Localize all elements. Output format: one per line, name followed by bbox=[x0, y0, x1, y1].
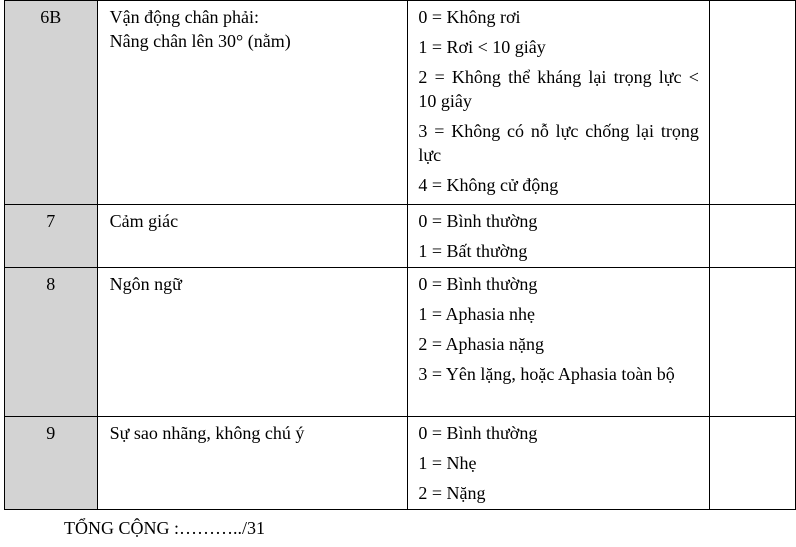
score-option: 0 = Bình thường bbox=[418, 423, 538, 443]
item-number: 7 bbox=[46, 211, 56, 231]
item-name-cell bbox=[97, 268, 408, 417]
score-option: 1 = Bất thường bbox=[418, 241, 528, 261]
item-name-line: Cảm giác bbox=[109, 211, 179, 231]
options-cell bbox=[408, 268, 709, 417]
total-score-line: TỔNG CỘNG :………../31 bbox=[64, 518, 265, 538]
item-number: 6B bbox=[40, 7, 62, 27]
score-option: 0 = Bình thường bbox=[418, 211, 538, 231]
score-cell[interactable] bbox=[709, 417, 795, 510]
table-row-8 bbox=[5, 268, 796, 417]
score-option: 4 = Không cử động bbox=[418, 175, 559, 195]
score-cell[interactable] bbox=[709, 268, 795, 417]
options-cell bbox=[408, 417, 709, 510]
score-option: 3 = Không có nỗ lực chống lại trọng lực bbox=[418, 121, 699, 165]
options-cell bbox=[408, 1, 709, 205]
item-number-cell bbox=[5, 268, 98, 417]
item-name-cell bbox=[97, 1, 408, 205]
table-row-9 bbox=[5, 417, 796, 510]
item-number-cell bbox=[5, 417, 98, 510]
score-option: 1 = Nhẹ bbox=[418, 453, 477, 473]
item-name-cell bbox=[97, 205, 408, 268]
item-name-line: Nâng chân lên 30° (nằm) bbox=[109, 31, 291, 51]
score-option: 1 = Aphasia nhẹ bbox=[418, 304, 536, 324]
score-option: 1 = Rơi < 10 giây bbox=[418, 37, 546, 57]
score-cell[interactable] bbox=[709, 1, 795, 205]
item-number-cell bbox=[5, 1, 98, 205]
assessment-table bbox=[4, 0, 796, 510]
score-option: 3 = Yên lặng, hoặc Aphasia toàn bộ bbox=[418, 364, 675, 384]
options-cell bbox=[408, 205, 709, 268]
item-name-line: Sự sao nhãng, không chú ý bbox=[109, 423, 305, 443]
item-number-cell bbox=[5, 205, 98, 268]
table-row-6b bbox=[5, 1, 796, 205]
item-name-line: Vận động chân phải: bbox=[109, 7, 260, 27]
item-name-cell bbox=[97, 417, 408, 510]
table-row-7 bbox=[5, 205, 796, 268]
score-option: 2 = Không thể kháng lại trọng lực < 10 giây bbox=[418, 67, 699, 111]
score-cell[interactable] bbox=[709, 205, 795, 268]
score-option: 0 = Bình thường bbox=[418, 274, 538, 294]
item-name-line: Ngôn ngữ bbox=[109, 274, 182, 294]
score-option: 2 = Aphasia nặng bbox=[418, 334, 545, 354]
item-number: 9 bbox=[46, 423, 56, 443]
item-number: 8 bbox=[46, 274, 56, 294]
score-option: 2 = Nặng bbox=[418, 483, 486, 503]
score-option: 0 = Không rơi bbox=[418, 7, 521, 27]
